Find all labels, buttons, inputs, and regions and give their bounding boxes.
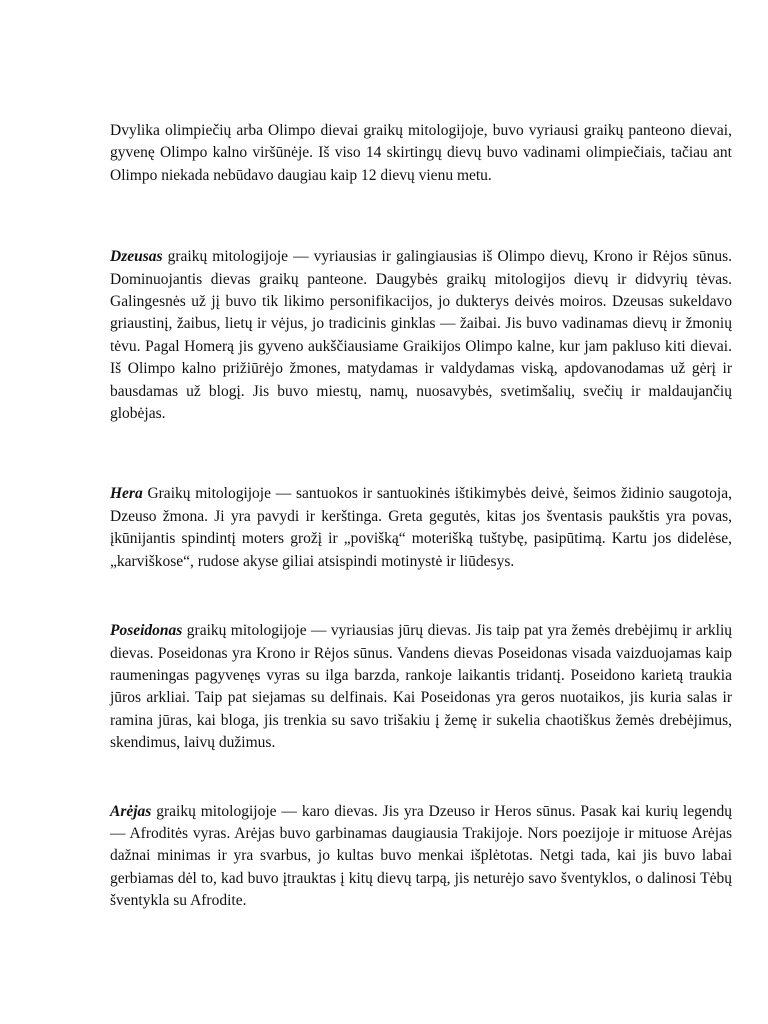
section-title-arejas: Arėjas	[110, 802, 152, 820]
section-title-dzeusas: Dzeusas	[110, 248, 163, 266]
section-poseidonas	[110, 620, 732, 754]
section-body-hera: Graikų mitologijoje — santuokos ir santuokinės ištikimybės deivė, šeimos židinio saugotoja, Dzeuso žmona. Ji yra pavydi ir kerštinga. Greta gegutės, kitas jos šventasis paukštis yra povas, įkūnijantis spindintį moters grožį ir „poviškąׅ“ moterišką tuštybę, pasipūtimą. Kartu jos didelėse, „karviškose“, rudose akyse giliai atsispindi motinystė ir liūdesys.	[110, 485, 732, 570]
section-hera	[110, 483, 732, 573]
section-title-poseidonas: Poseidonas	[110, 622, 183, 640]
section-dzeusas	[110, 246, 732, 425]
section-arejas	[110, 801, 732, 913]
document-page	[110, 120, 732, 913]
section-title-hera: Hera	[110, 485, 143, 503]
section-body-poseidonas: graikų mitologijoje — vyriausias jūrų dievas. Jis taip pat yra žemės drebėjimų ir arklių dievas. Poseidonas yra Krono ir Rėjos sūnus. Vandens dievas Poseidonas visada vaizduojamas kaip raumeningas pagyvenęs vyras su ilga barzda, rankoje laikantis tridantį. Poseidono karietą traukia jūros arkliai. Taip pat siejamas su delfinais. Kai Poseidonas yra geros nuotaikos, jis kuria salas ir ramina jūras, kai bloga, jis trenkia su savo trišakiu į žemę ir sukelia chaotiškus žemės drebėjimus, skendimus, laivų dužimus.	[110, 622, 732, 752]
section-body-dzeusas: graikų mitologijoje — vyriausias ir galingiausias iš Olimpo dievų, Krono ir Rėjos sūnus. Dominuojantis dievas graikų panteone. Daugybės graikų mitologijos dievų ir didvyrių tėvas. Galingesnės už jį buvo tik likimo personifikacijos, jo dukterys deivės moiros. Dzeusas sukeldavo griaustinį, žaibus, lietų ir vėjus, jo tradicinis ginklas — žaibai. Jis buvo vadinamas dievų ir žmonių tėvu. Pagal Homerą jis gyveno aukščiausiame Graikijos Olimpo kalne, kur jam pakluso kiti dievai. Iš Olimpo kalno prižiūrėjo žmones, matydamas ir valdydamas viską, apdovanodamas už gėrį ir bausdamas už blogį. Jis buvo miestų, namų, nuosavybės, svetimšalių, svečių ir maldaujančių globėjas.	[110, 248, 732, 423]
section-body-arejas: graikų mitologijoje — karo dievas. Jis yra Dzeuso ir Heros sūnus. Pasak kai kurių legendų — Afroditės vyras. Arėjas buvo garbinamas daugiausia Trakijoje. Nors poezijoje ir mituose Arėjas dažnai minimas ir yra svarbus, jo kultas buvo menkai išplėtotas. Netgi tada, kai jis buvo labai gerbiamas dėl to, kad buvo įtrauktas į kitų dievų tarpą, jis neturėjo savo šventyklos, o dalinosi Tėbų šventykla su Afrodite.	[110, 802, 732, 910]
intro-paragraph: Dvylika olimpiečių arba Olimpo dievai graikų mitologijoje, buvo vyriausi graikų panteono dievai, gyvenę Olimpo kalno viršūnėje. Iš viso 14 skirtingų dievų buvo vadinami olimpiečiais, tačiau ant Olimpo niekada nebūdavo daugiau kaip 12 dievų vienu metu.	[110, 122, 732, 184]
